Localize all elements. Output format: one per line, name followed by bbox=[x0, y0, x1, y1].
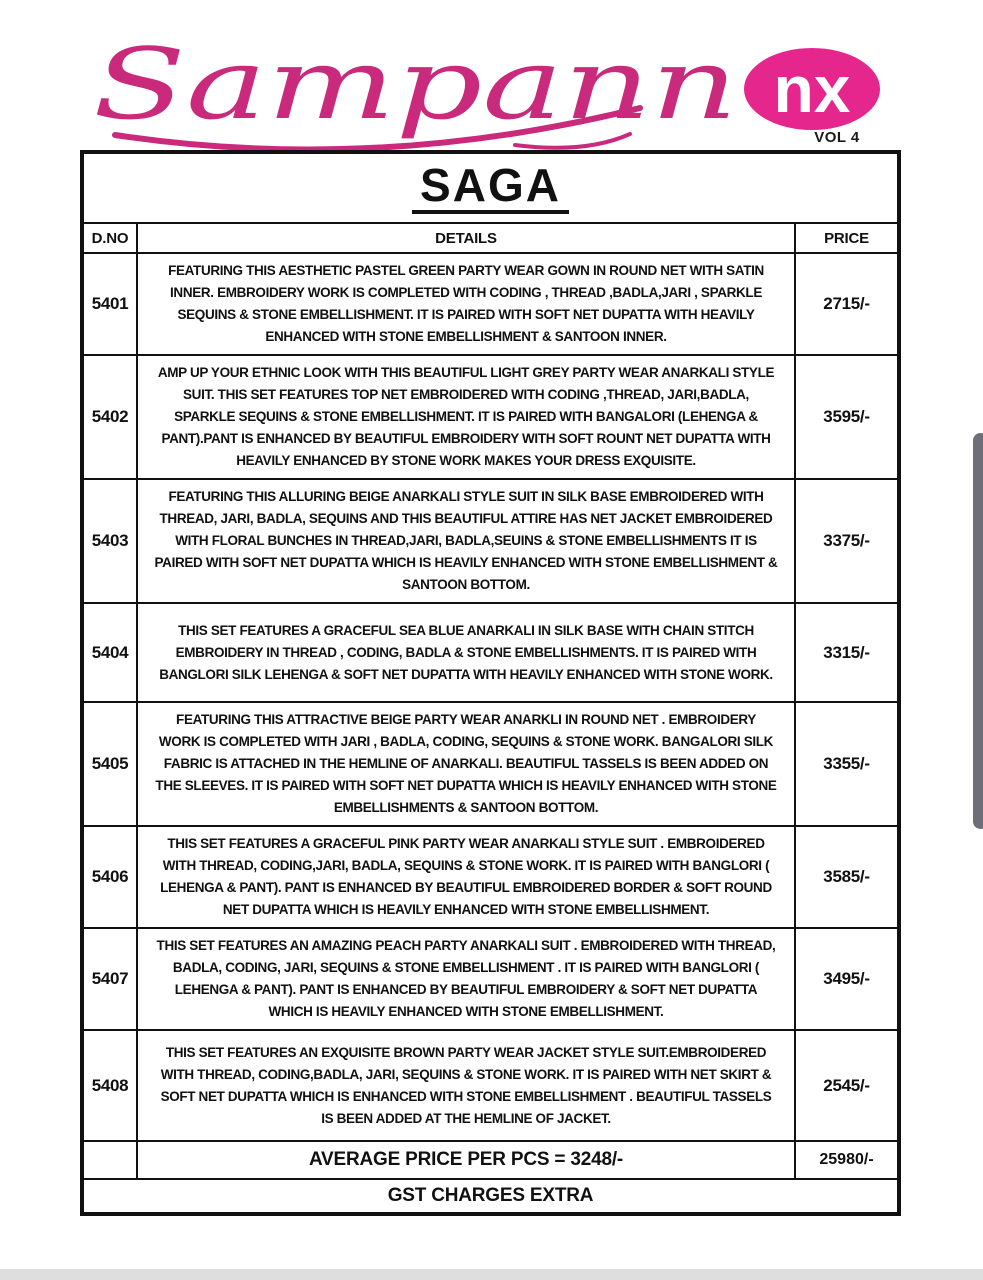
design-details: FEATURING THIS ATTRACTIVE BEIGE PARTY WEAR ANARKLI IN ROUND NET . EMBROIDERY WORK IS COMPLETED WITH JARI , BADLA, CODING, SEQUINS & STONE WORK. BANGALORI SILK FABRIC IS ATTACHED IN THE HEMLINE OF ANARKALI. BEAUTIFUL TASSELS IS BEEN ADDED ON THE SLEEVES. IT IS PAIRED WITH SOFT NET DUPATTA WHICH IS HEAVILY ENHANCED WITH STONE EMBELLISHMENTS & SANTOON BOTTOM. bbox=[137, 702, 795, 826]
design-price: 3495/- bbox=[795, 928, 899, 1030]
design-number: 5402 bbox=[82, 355, 137, 479]
design-price: 2545/- bbox=[795, 1030, 899, 1141]
design-price: 3315/- bbox=[795, 603, 899, 702]
column-header-details: DETAILS bbox=[137, 223, 795, 253]
design-number: 5405 bbox=[82, 702, 137, 826]
table-row bbox=[82, 928, 899, 1030]
table-row bbox=[82, 253, 899, 355]
logo-script-text: Sampann bbox=[93, 28, 738, 142]
design-number: 5407 bbox=[82, 928, 137, 1030]
design-number: 5401 bbox=[82, 253, 137, 355]
summary-row bbox=[82, 1141, 899, 1179]
design-details: THIS SET FEATURES A GRACEFUL SEA BLUE ANARKALI IN SILK BASE WITH CHAIN STITCH EMBROIDERY IN THREAD , CODING, BADLA & STONE EMBELLISHMENTS. IT IS PAIRED WITH BANGLORI SILK LEHENGA & SOFT NET DUPATTA WITH HEAVILY ENHANCED WITH STONE WORK. bbox=[137, 603, 795, 702]
design-number: 5408 bbox=[82, 1030, 137, 1141]
design-price: 2715/- bbox=[795, 253, 899, 355]
design-details: THIS SET FEATURES AN EXQUISITE BROWN PARTY WEAR JACKET STYLE SUIT.EMBROIDERED WITH THREAD, CODING,BADLA, JARI, SEQUINS & STONE WORK. IT IS PAIRED WITH NET SKIRT & SOFT NET DUPATTA WHICH IS ENHANCED WITH STONE EMBELLISHMENT . BEAUTIFUL TASSELS IS BEEN ADDED AT THE HEMLINE OF JACKET. bbox=[137, 1030, 795, 1141]
table-header-row bbox=[82, 223, 899, 253]
column-header-dno: D.NO bbox=[82, 223, 137, 253]
design-number: 5403 bbox=[82, 479, 137, 603]
summary-empty-cell bbox=[82, 1141, 137, 1179]
table-row bbox=[82, 479, 899, 603]
design-details: THIS SET FEATURES A GRACEFUL PINK PARTY WEAR ANARKALI STYLE SUIT . EMBROIDERED WITH THREAD, CODING,JARI, BADLA, SEQUINS & STONE WORK. IT IS PAIRED WITH BANGLORI ( LEHENGA & PANT). PANT IS ENHANCED BY BEAUTIFUL EMBROIDERED BORDER & SOFT ROUND NET DUPATTA WHICH IS HEAVILY ENHANCED WITH STONE EMBELLISHMENT. bbox=[137, 826, 795, 928]
gst-note: GST CHARGES EXTRA bbox=[82, 1179, 899, 1214]
design-details: AMP UP YOUR ETHNIC LOOK WITH THIS BEAUTIFUL LIGHT GREY PARTY WEAR ANARKALI STYLE SUIT. THIS SET FEATURES TOP NET EMBROIDERED WITH CODING ,THREAD, JARI,BADLA, SPARKLE SEQUINS & STONE EMBELLISHMENT. IT IS PAIRED WITH BANGALORI (LEHENGA & PANT).PANT IS ENHANCED BY BEAUTIFUL EMBROIDERY WITH SOFT ROUNT NET DUPATTA WITH HEAVILY ENHANCED BY STONE WORK MAKES YOUR DRESS EXQUISITE. bbox=[137, 355, 795, 479]
design-details: THIS SET FEATURES AN AMAZING PEACH PARTY ANARKALI SUIT . EMBROIDERED WITH THREAD, BADLA, CODING, JARI, SEQUINS & STONE EMBELLISHMENT . IT IS PAIRED WITH BANGLORI ( LEHENGA & PANT). PANT IS ENHANCED BY BEAUTIFUL EMBROIDERY & SOFT NET DUPATTA WHICH IS HEAVILY ENHANCED WITH STONE EMBELLISHMENT. bbox=[137, 928, 795, 1030]
catalog-title-cell bbox=[82, 152, 899, 223]
table-row bbox=[82, 355, 899, 479]
table-row bbox=[82, 826, 899, 928]
total-price: 25980/- bbox=[795, 1141, 899, 1179]
column-header-price: PRICE bbox=[795, 223, 899, 253]
design-number: 5404 bbox=[82, 603, 137, 702]
table-row bbox=[82, 702, 899, 826]
table-title-row bbox=[82, 152, 899, 223]
average-price-label: AVERAGE PRICE PER PCS = 3248/- bbox=[137, 1141, 795, 1179]
design-details: FEATURING THIS ALLURING BEIGE ANARKALI STYLE SUIT IN SILK BASE EMBROIDERED WITH THREAD, JARI, BADLA, SEQUINS AND THIS BEAUTIFUL ATTIRE HAS NET JACKET EMBROIDERED WITH FLORAL BUNCHES IN THREAD,JARI, BADLA,SEUINS & STONE EMBELLISHMENTS IT IS PAIRED WITH SOFT NET DUPATTA WHICH IS HEAVILY ENHANCED WITH STONE EMBELLISHMENT & SANTOON BOTTOM. bbox=[137, 479, 795, 603]
design-price: 3375/- bbox=[795, 479, 899, 603]
sampann-logo-art bbox=[85, 22, 895, 152]
design-details: FEATURING THIS AESTHETIC PASTEL GREEN PARTY WEAR GOWN IN ROUND NET WITH SATIN INNER. EMBROIDERY WORK IS COMPLETED WITH CODING , THREAD ,BADLA,JARI , SPARKLE SEQUINS & STONE EMBELLISHMENT. IT IS PAIRED WITH SOFT NET DUPATTA WITH HEAVILY ENHANCED WITH STONE EMBELLISHMENT & SANTOON INNER. bbox=[137, 253, 795, 355]
volume-label: VOL 4 bbox=[814, 129, 860, 146]
catalog-title: SAGA bbox=[412, 162, 569, 214]
price-table bbox=[80, 150, 901, 1216]
brand-logo bbox=[85, 22, 895, 152]
design-price: 3355/- bbox=[795, 702, 899, 826]
vertical-scrollbar-thumb[interactable] bbox=[973, 433, 983, 829]
design-price: 3595/- bbox=[795, 355, 899, 479]
design-number: 5406 bbox=[82, 826, 137, 928]
gst-note-row bbox=[82, 1179, 899, 1214]
table-row bbox=[82, 1030, 899, 1141]
logo-badge-text: nx bbox=[773, 52, 851, 126]
table-row bbox=[82, 603, 899, 702]
design-price: 3585/- bbox=[795, 826, 899, 928]
photo-bottom-edge bbox=[0, 1269, 983, 1280]
